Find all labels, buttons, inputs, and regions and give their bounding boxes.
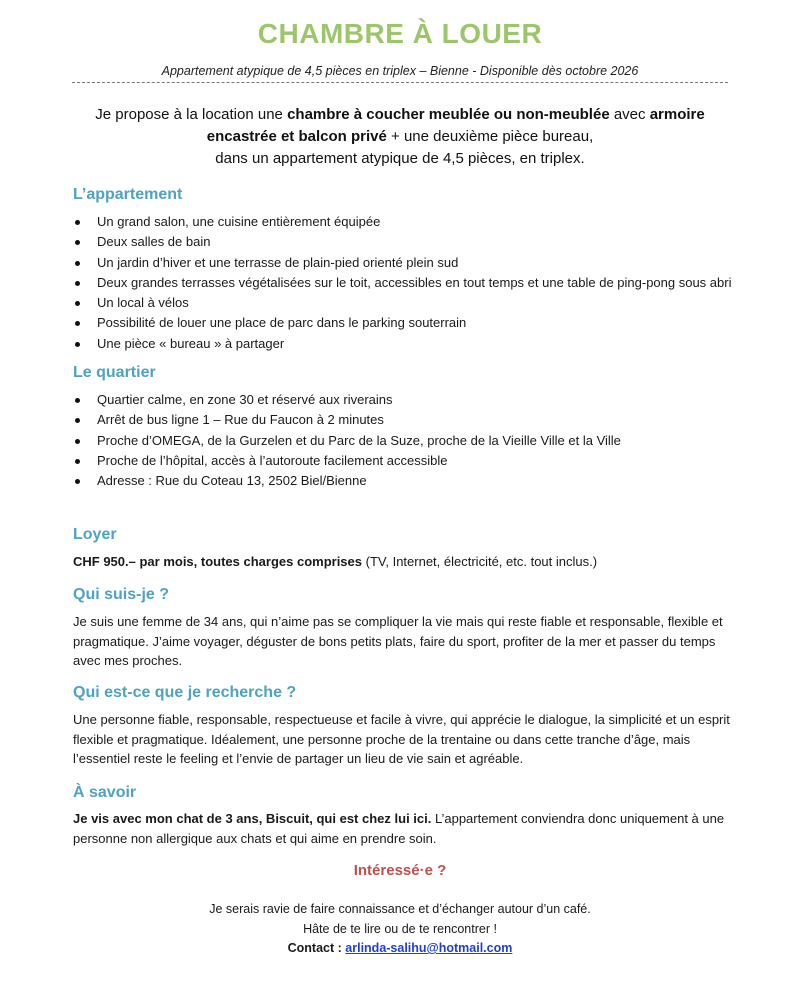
cat-note: Je vis avec mon chat de 3 ans, Biscuit, qui est chez lui ici. [73,811,432,826]
bullet-icon [75,240,80,245]
quartier-list [73,390,621,491]
divider [72,82,728,83]
contact-label: Contact : [287,941,342,955]
closing-block [0,900,800,959]
list-item: Un jardin d’hiver et une terrasse de plain-pied orienté plein sud [73,253,731,273]
intro-bold-features: armoire encastrée et balcon privé [206,106,705,145]
page-subtitle: Appartement atypique de 4,5 pièces en triplex – Bienne - Disponible dès octobre 2026 [161,64,639,78]
bullet-icon [75,398,80,403]
closing-line: Hâte de te lire ou de te rencontrer ! [303,921,497,936]
appartement-list [73,212,731,354]
qui-text: Je suis une femme de 34 ans, qui n’aime pas se compliquer la vie mais qui reste fiable et responsable, flexible et pragmatique. J’aime voyager, déguster de bons petits plats, faire du sport, profiter de la mer et passer du temps avec mes proches. [73,614,723,668]
intro-bold-room: chambre à coucher meublée ou non-meublée [287,106,610,123]
loyer-text: CHF 950.– par mois, toutes charges comprises (TV, Internet, électricité, etc. tout inclus.) [73,554,598,569]
section-heading-qui: Qui suis-je ? [73,586,170,603]
intro-text: + une deuxième pièce bureau, [386,128,594,145]
section-heading-appartement: L’appartement [73,186,183,203]
recherche-text: Une personne fiable, responsable, respectueuse et facile à vivre, qui apprécie le dialogue, la simplicité et un esprit flexible et pragmatique. Idéalement, une personne proche de la trentaine ou dans cette tranche d’âge, mais l’essentiel reste le feeling et l’envie de partager un lieu de vie sain et agréable. [73,712,730,766]
contact-line [0,939,800,959]
section-heading-recherche: Qui est-ce que je recherche ? [73,684,297,701]
section-heading-savoir: À savoir [73,784,137,801]
rent-amount: CHF 950.– par mois, toutes charges comprises [73,554,362,569]
bullet-icon [75,342,80,347]
bullet-icon [75,459,80,464]
list-item: Deux salles de bain [73,232,731,252]
intro-text: avec [609,106,650,123]
list-item: Adresse : Rue du Coteau 13, 2502 Biel/Bienne [73,471,621,491]
bullet-icon [75,418,80,423]
list-item: Un local à vélos [73,293,731,313]
list-item: Possibilité de louer une place de parc dans le parking souterrain [73,313,731,333]
bullet-icon [75,281,80,286]
bullet-icon [75,261,80,266]
bullet-icon [75,321,80,326]
savoir-text: Je vis avec mon chat de 3 ans, Biscuit, qui est chez lui ici. L’appartement conviendra donc uniquement à une personne non allergique aux chats et qui aime en prendre soin. [73,811,725,846]
page-title: CHAMBRE À LOUER [257,18,543,49]
email-link[interactable]: arlinda-salihu@hotmail.com [345,941,513,955]
list-item: Proche d’OMEGA, de la Gurzelen et du Parc de la Suze, proche de la Vieille Ville et la Ville [73,431,621,451]
list-item: Quartier calme, en zone 30 et réservé aux riverains [73,390,621,410]
section-heading-loyer: Loyer [73,526,117,543]
section-heading-quartier: Le quartier [73,364,156,381]
list-item: Deux grandes terrasses végétalisées sur le toit, accessibles en tout temps et une table de ping-pong sous abri [73,273,731,293]
bullet-icon [75,301,80,306]
intro-text: Je propose à la location une [95,106,288,123]
interested-heading: Intéressé·e ? [353,862,447,879]
list-item: Un grand salon, une cuisine entièrement équipée [73,212,731,232]
intro-text: dans un appartement atypique de 4,5 pièces, en triplex. [215,150,585,167]
intro-paragraph [60,104,740,170]
bullet-icon [75,439,80,444]
list-item: Arrêt de bus ligne 1 – Rue du Faucon à 2 minutes [73,410,621,430]
list-item: Une pièce « bureau » à partager [73,334,731,354]
closing-line: Je serais ravie de faire connaissance et d’échanger autour d’un café. [209,902,591,916]
bullet-icon [75,220,80,225]
list-item: Proche de l’hôpital, accès à l’autoroute facilement accessible [73,451,621,471]
bullet-icon [75,479,80,484]
